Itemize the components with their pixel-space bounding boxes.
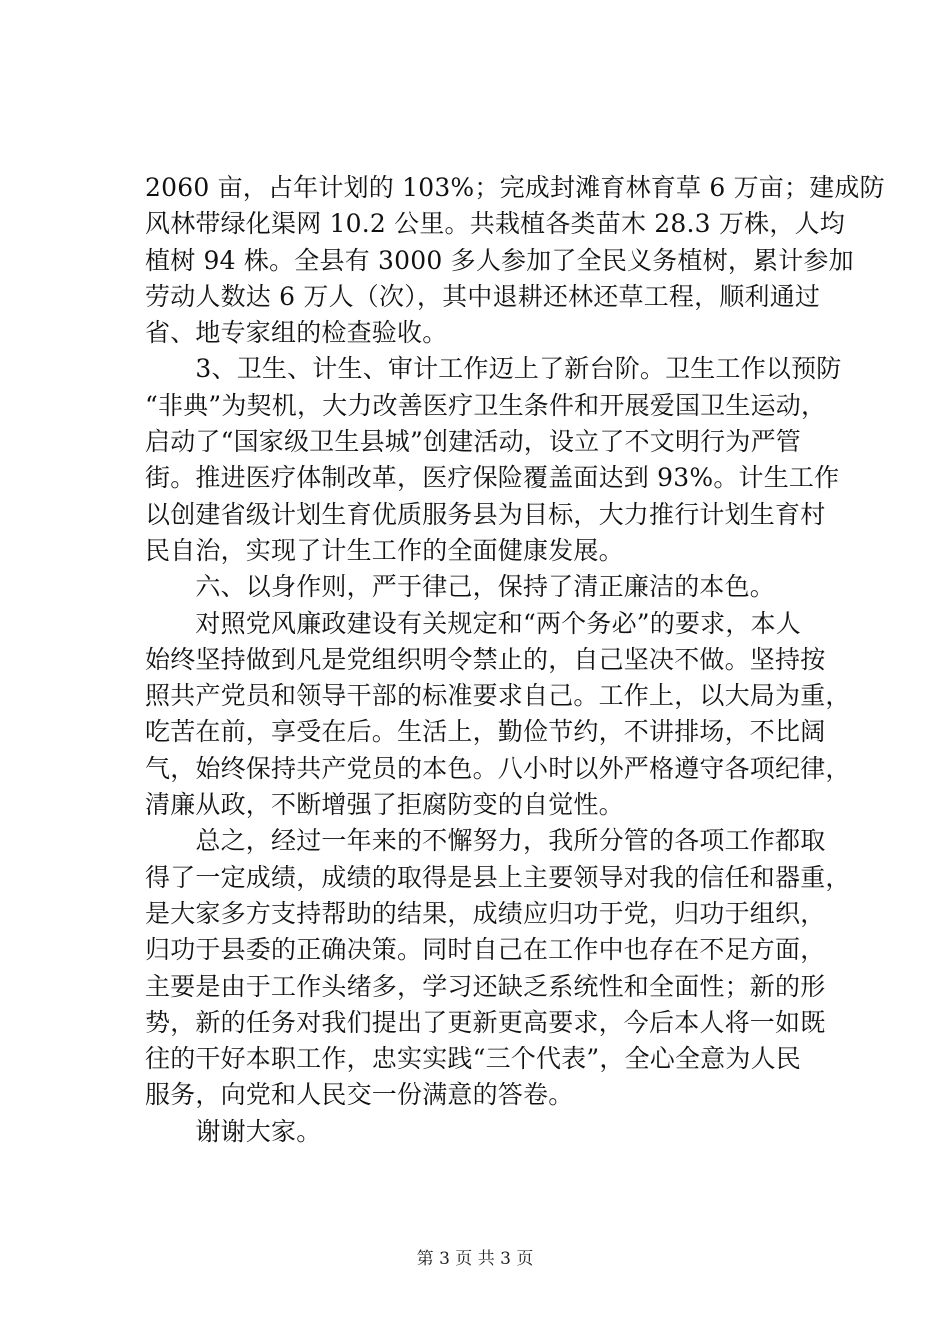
text-line: 始终坚持做到凡是党组织明令禁止的，自己坚决不做。坚持按 bbox=[145, 644, 826, 674]
text-line: 对照党风廉政建设有关规定和“两个务必”的要求，本人 bbox=[145, 608, 801, 638]
text-line: 清廉从政，不断增强了拒腐防变的自觉性。 bbox=[145, 790, 624, 820]
text-line: 总之，经过一年来的不懈努力，我所分管的各项工作都取 bbox=[145, 826, 826, 856]
text-line: 往的干好本职工作，忠实实践“三个代表”，全心全意为人民 bbox=[145, 1044, 801, 1074]
text-line: 民自治，实现了计生工作的全面健康发展。 bbox=[145, 535, 624, 565]
text-line: 街。推进医疗体制改革，医疗保险覆盖面达到 93%。计生工作 bbox=[145, 463, 840, 493]
text-line: “非典”为契机，大力改善医疗卫生条件和开展爱国卫生运动， bbox=[145, 390, 827, 420]
text-line: 劳动人数达 6 万人（次），其中退耕还林还草工程，顺利通过 bbox=[145, 281, 821, 311]
text-line: 以创建省级计划生育优质服务县为目标，大力推行计划生育村 bbox=[145, 499, 826, 529]
text-line: 2060 亩，占年计划的 103%；完成封滩育林育草 6 万亩；建成防 bbox=[145, 173, 885, 202]
page-footer: 第 3 页 共 3 页 bbox=[416, 1249, 534, 1269]
text-line: 照共产党员和领导干部的标准要求自己。工作上，以大局为重， bbox=[145, 681, 851, 711]
text-line: 吃苦在前，享受在后。生活上，勤俭节约，不讲排场，不比阔 bbox=[145, 717, 826, 747]
text-line: 省、地专家组的检查验收。 bbox=[145, 318, 448, 348]
closing-line: 谢谢大家。 bbox=[145, 1116, 322, 1146]
text-line: 归功于县委的正确决策。同时自己在工作中也存在不足方面， bbox=[145, 935, 826, 965]
text-line: 主要是由于工作头绪多，学习还缺乏系统性和全面性；新的形 bbox=[145, 971, 826, 1001]
body-text bbox=[145, 170, 885, 1150]
text-line: 服务，向党和人民交一份满意的答卷。 bbox=[145, 1080, 574, 1110]
text-line: 风林带绿化渠网 10.2 公里。共栽植各类苗木 28.3 万株，人均 bbox=[145, 209, 845, 239]
text-line: 是大家多方支持帮助的结果，成绩应归功于党，归功于组织， bbox=[145, 898, 826, 928]
text-line: 启动了“国家级卫生县城”创建活动，设立了不文明行为严管 bbox=[145, 427, 801, 457]
text-line: 气，始终保持共产党员的本色。八小时以外严格遵守各项纪律， bbox=[145, 753, 851, 783]
text-line: 得了一定成绩，成绩的取得是县上主要领导对我的信任和器重， bbox=[145, 862, 851, 892]
text-line: 势，新的任务对我们提出了更新更高要求，今后本人将一如既 bbox=[145, 1007, 826, 1037]
section-heading: 六、以身作则，严于律己，保持了清正廉洁的本色。 bbox=[145, 572, 776, 602]
text-line: 植树 94 株。全县有 3000 多人参加了全民义务植树，累计参加 bbox=[145, 245, 854, 275]
text-line: 3、卫生、计生、审计工作迈上了新台阶。卫生工作以预防 bbox=[145, 354, 842, 384]
